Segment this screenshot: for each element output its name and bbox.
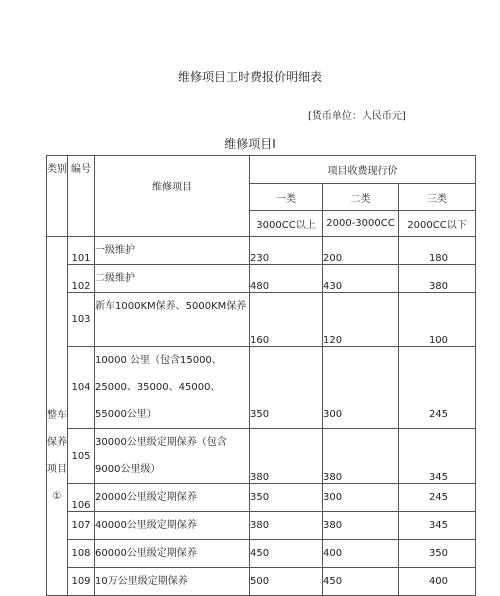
header-class3-range: 2000CC以下 <box>399 211 476 237</box>
section-title: 维修项目Ⅰ <box>224 137 276 151</box>
price-table <box>46 155 476 596</box>
row-price-class3: 350 <box>399 540 476 568</box>
header-category: 类别 <box>47 156 68 237</box>
table-row <box>47 540 476 568</box>
row-price-class2: 450 <box>323 568 399 596</box>
row-item-name: 新车1000KM保养、5000KM保养 <box>95 293 250 347</box>
table-row <box>47 512 476 540</box>
table-row <box>47 237 476 265</box>
table-row <box>47 293 476 347</box>
row-item-name: 20000公里级定期保养 <box>95 484 250 512</box>
header-item: 维修项目 <box>95 156 250 237</box>
currency-note: [货币单位：人民币元] <box>308 111 406 122</box>
row-item-name: 60000公里级定期保养 <box>95 540 250 568</box>
header-class2: 二类 <box>323 184 399 211</box>
row-number: 108 <box>68 540 95 568</box>
row-item-name: 10万公里级定期保养 <box>95 568 250 596</box>
row-price-class1: 480 <box>250 265 323 293</box>
category-label: 整车保养项目① <box>47 237 68 596</box>
row-price-class2: 200 <box>323 237 399 265</box>
header-price-group: 项目收费现行价 <box>250 156 476 184</box>
row-number: 106 <box>68 484 95 512</box>
row-price-class3: 345 <box>399 429 476 484</box>
table-row <box>47 568 476 596</box>
row-item-name: 一级维护 <box>95 237 250 265</box>
row-price-class1: 160 <box>250 293 323 347</box>
table-row <box>47 265 476 293</box>
row-item-name: 30000公里级定期保养（包含9000公里级） <box>95 429 250 484</box>
row-price-class1: 230 <box>250 237 323 265</box>
row-price-class1: 380 <box>250 512 323 540</box>
header-class1-range: 3000CC以上 <box>250 211 323 237</box>
row-price-class2: 400 <box>323 540 399 568</box>
row-price-class2: 430 <box>323 265 399 293</box>
row-price-class3: 100 <box>399 293 476 347</box>
header-class1: 一类 <box>250 184 323 211</box>
row-price-class3: 245 <box>399 484 476 512</box>
row-number: 102 <box>68 265 95 293</box>
row-price-class2: 120 <box>323 293 399 347</box>
row-price-class1: 380 <box>250 429 323 484</box>
row-price-class1: 350 <box>250 484 323 512</box>
row-number: 105 <box>68 429 95 484</box>
row-price-class1: 350 <box>250 347 323 429</box>
row-number: 107 <box>68 512 95 540</box>
row-number: 109 <box>68 568 95 596</box>
row-price-class2: 300 <box>323 484 399 512</box>
document-title: 维修项目工时费报价明细表 <box>177 70 322 84</box>
row-price-class1: 500 <box>250 568 323 596</box>
row-price-class2: 380 <box>323 429 399 484</box>
row-price-class3: 380 <box>399 265 476 293</box>
row-price-class2: 300 <box>323 347 399 429</box>
row-item-name: 10000 公里（包含15000、25000、35000、45000、55000公里） <box>95 347 250 429</box>
table-row <box>47 429 476 484</box>
row-price-class3: 345 <box>399 512 476 540</box>
row-price-class2: 380 <box>323 512 399 540</box>
row-price-class3: 245 <box>399 347 476 429</box>
row-number: 101 <box>68 237 95 265</box>
row-price-class3: 400 <box>399 568 476 596</box>
table-row <box>47 484 476 512</box>
row-price-class1: 450 <box>250 540 323 568</box>
header-class2-range: 2000-3000CC <box>323 211 399 237</box>
header-class3: 三类 <box>399 184 476 211</box>
row-number: 103 <box>68 293 95 347</box>
table-row <box>47 347 476 429</box>
row-item-name: 二级维护 <box>95 265 250 293</box>
header-number: 编号 <box>68 156 95 237</box>
row-price-class3: 180 <box>399 237 476 265</box>
row-number: 104 <box>68 347 95 429</box>
row-item-name: 40000公里级定期保养 <box>95 512 250 540</box>
